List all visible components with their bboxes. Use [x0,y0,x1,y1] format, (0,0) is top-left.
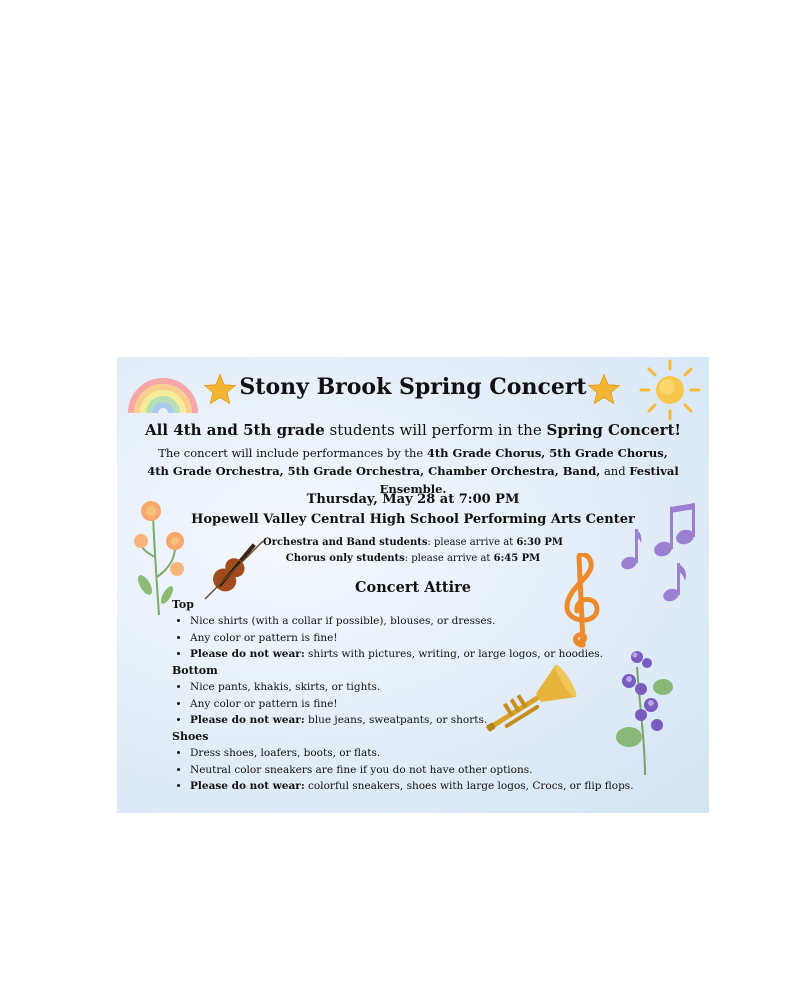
dont-text: shirts with pictures, writing, or large logos, or hoodies. [304,648,603,660]
concert-venue: Hopewell Valley Central High School Performing Arts Center [191,512,635,527]
arrival-time-chorus [117,553,709,564]
list-item: • Nice shirts (with a collar if possible), blouses, or dresses. [190,613,603,630]
arrival-time: 6:30 PM [516,537,563,548]
arrival-time-orchestra [117,537,709,548]
arrival-who: Orchestra and Band students [262,537,428,548]
headline-concert: Spring Concert! [546,421,681,439]
arrival-time: 6:45 PM [493,553,541,564]
list-item: • Any color or pattern is fine! [190,630,603,647]
intro-and: and [600,464,630,478]
intro-groups-2: 4th Grade Orchestra, 5th Grade Orchestra, Chamber Orchestra, Band, [147,464,601,478]
dont-text: colorful sneakers, shoes with large logos, Crocs, or flip flops. [304,780,634,792]
arrival-text: : please arrive at [427,537,517,548]
concert-date: Thursday, May 28 at 7:00 PM [306,492,520,507]
intro-groups-3: Festival Ensemble. [379,464,679,496]
page-title: Stony Brook Spring Concert [239,374,587,400]
dont-label: Please do not wear: [190,648,305,660]
list-item [190,778,634,795]
intro-paragraph [117,444,709,498]
dont-text: blue jeans, sweatpants, or shorts. [304,714,488,726]
section-heading-shoes: Shoes [172,730,209,743]
list-item: • Any color or pattern is fine! [190,696,487,713]
concert-flyer [117,357,709,813]
dont-label: Please do not wear: [190,714,305,726]
top-list [174,613,603,663]
dont-label: Please do not wear: [190,780,305,792]
section-heading-bottom: Bottom [172,664,218,677]
trumpet-icon [479,665,579,745]
list-item: • Neutral color sneakers are fine if you do not have other options. [190,762,634,779]
headline-grades: All 4th and 5th grade [145,421,325,439]
list-item: • Dress shoes, loafers, boots, or flats. [190,745,634,762]
section-heading-top: Top [172,598,194,611]
attire-heading: Concert Attire [355,579,471,596]
headline [117,421,709,439]
list-item: • Nice pants, khakis, skirts, or tights. [190,679,487,696]
list-item [190,712,487,729]
arrival-who: Chorus only students [285,553,405,564]
arrival-text: : please arrive at [404,553,494,564]
intro-groups-1: 4th Grade Chorus, 5th Grade Chorus, [426,446,668,460]
shoes-list [174,745,634,795]
intro-text: The concert will include performances by the [158,446,427,460]
list-item [190,646,603,663]
bottom-list [174,679,487,729]
headline-text: students will perform in the [324,421,547,439]
